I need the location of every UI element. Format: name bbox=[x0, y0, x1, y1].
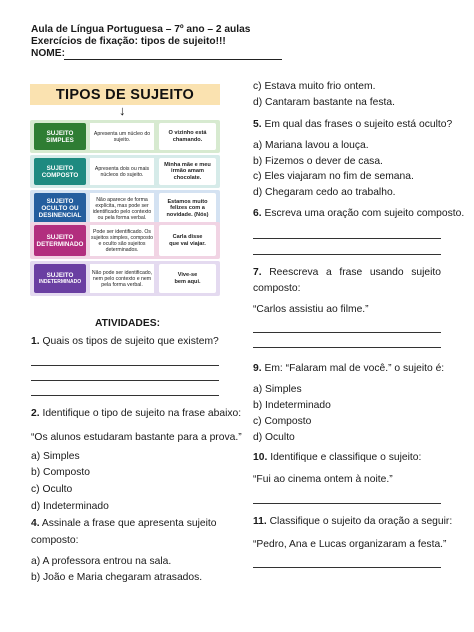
card-label-line1: SUJEITO bbox=[46, 129, 74, 137]
infographic-title-bar bbox=[30, 84, 220, 105]
card-example-line1: Estamos muito bbox=[167, 198, 208, 205]
card-example-line2: irmão amam chocolate. bbox=[171, 168, 204, 181]
card-example bbox=[159, 193, 216, 224]
answer-line[interactable] bbox=[253, 567, 441, 568]
question-2 bbox=[31, 408, 241, 420]
header-line-2: Exercícios de fixação: tipos de sujeito!!! bbox=[31, 36, 226, 47]
card-label bbox=[34, 123, 86, 150]
question-number: 10. bbox=[253, 452, 268, 463]
card-definition: Apresenta dois ou mais núcleos do sujeito. bbox=[90, 158, 154, 185]
question-number: 6. bbox=[253, 208, 262, 219]
q2-option-c[interactable]: c) Oculto bbox=[31, 484, 73, 495]
card-example bbox=[159, 158, 216, 185]
card-example-line2: felizes com a novidade. (Nós) bbox=[166, 205, 209, 218]
question-text: Quais os tipos de sujeito que existem? bbox=[42, 336, 219, 347]
card-example-line2: bem aqui. bbox=[174, 278, 201, 285]
question-number: 11. bbox=[253, 516, 267, 527]
answer-line[interactable] bbox=[253, 332, 441, 333]
card-label-line2: DETERMINADO bbox=[36, 240, 84, 248]
q9-option-c[interactable]: c) Composto bbox=[253, 416, 312, 427]
answer-line[interactable] bbox=[31, 380, 219, 381]
card-label-line2: COMPOSTO bbox=[41, 171, 79, 179]
card-composto bbox=[30, 155, 220, 188]
q5-option-d[interactable]: d) Chegaram cedo ao trabalho. bbox=[253, 187, 396, 198]
question-10-quote: “Fui ao cinema ontem à noite.” bbox=[253, 474, 393, 485]
question-number: 1. bbox=[31, 336, 40, 347]
question-word: sujeito bbox=[411, 267, 441, 278]
card-simples bbox=[30, 120, 220, 153]
question-text: Em: “Falaram mal de você.” o sujeito é: bbox=[264, 363, 445, 374]
question-2-quote: “Os alunos estudaram bastante para a prova.” bbox=[31, 432, 242, 443]
question-6 bbox=[253, 208, 464, 220]
card-label-line1: SUJEITO bbox=[46, 198, 74, 205]
answer-line[interactable] bbox=[253, 238, 441, 239]
q2-option-d[interactable]: d) Indeterminado bbox=[31, 501, 109, 512]
question-text: Em qual das frases o sujeito está oculto? bbox=[264, 119, 453, 130]
q2-option-a[interactable]: a) Simples bbox=[31, 451, 80, 462]
q4-option-a[interactable]: a) A professora entrou na sala. bbox=[31, 556, 172, 567]
q5-option-b[interactable]: b) Fizemos o dever de casa. bbox=[253, 156, 383, 167]
question-word: frase bbox=[339, 267, 363, 278]
q4-option-d[interactable]: d) Cantaram bastante na festa. bbox=[253, 97, 395, 108]
q2-option-b[interactable]: b) Composto bbox=[31, 467, 90, 478]
question-text: Assinale a frase que apresenta sujeito bbox=[41, 518, 217, 529]
card-example-line1: Vive-se bbox=[177, 272, 198, 278]
down-arrow-icon: ↓ bbox=[119, 103, 126, 118]
card-definition: Pode ser identificado. Os sujeitos simples, composto e oculto são sujeitos determinados. bbox=[90, 225, 154, 256]
card-label-line1: SUJEITO bbox=[46, 271, 74, 279]
name-answer-line bbox=[64, 59, 282, 60]
question-11-quote: “Pedro, Ana e Lucas organizaram a festa.” bbox=[253, 539, 447, 550]
card-label-line2: INDETERMINADO bbox=[38, 278, 82, 285]
q5-option-a[interactable]: a) Mariana lavou a louça. bbox=[253, 140, 369, 151]
question-word: usando bbox=[369, 267, 404, 278]
question-text: Escreva uma oração com sujeito composto. bbox=[264, 208, 465, 219]
card-label bbox=[34, 158, 86, 185]
question-number: 5. bbox=[253, 119, 262, 130]
question-9 bbox=[253, 363, 444, 375]
answer-line[interactable] bbox=[253, 503, 441, 504]
q9-option-a[interactable]: a) Simples bbox=[253, 384, 302, 395]
question-1 bbox=[31, 336, 219, 348]
question-number: 2. bbox=[31, 408, 40, 419]
card-label bbox=[34, 264, 86, 293]
card-definition: Não aparece de forma explícita, mas pode ser identificado pelo contexto ou pela forma verbal. bbox=[90, 193, 154, 224]
question-7-quote: “Carlos assistiu ao filme.” bbox=[253, 304, 369, 315]
header-line-1: Aula de Língua Portuguesa – 7º ano – 2 aulas bbox=[31, 24, 251, 35]
card-determinado bbox=[30, 222, 220, 259]
question-number: 4. bbox=[31, 518, 40, 529]
answer-line[interactable] bbox=[31, 395, 219, 396]
card-label-line2: SIMPLES bbox=[46, 136, 74, 144]
question-text: Classifique o sujeito da oração a seguir: bbox=[269, 516, 453, 527]
infographic-title: TIPOS DE SUJEITO bbox=[55, 86, 195, 103]
q9-option-b[interactable]: b) Indeterminado bbox=[253, 400, 331, 411]
question-word: Reescreva bbox=[269, 267, 319, 278]
card-example-line1: O vizinho está bbox=[168, 130, 207, 136]
card-label-line2: OCULTO OU DESINENCIAL bbox=[38, 205, 82, 219]
card-label-line1: SUJEITO bbox=[46, 164, 74, 172]
card-example-line1: Minha mãe e meu bbox=[164, 161, 211, 168]
question-text: Identifique e classifique o sujeito: bbox=[270, 452, 422, 463]
card-label bbox=[34, 193, 86, 224]
q9-option-d[interactable]: d) Oculto bbox=[253, 432, 295, 443]
q4-option-c[interactable]: c) Estava muito frio ontem. bbox=[253, 81, 376, 92]
card-example-line2: que vai viajar. bbox=[169, 240, 206, 247]
question-word: a bbox=[326, 267, 332, 278]
question-text: Identifique o tipo de sujeito na frase abaixo: bbox=[42, 408, 242, 419]
question-10 bbox=[253, 452, 421, 464]
card-definition: Não pode ser identificado, nem pelo contexto e nem pela forma verbal. bbox=[90, 264, 154, 293]
activities-title: ATIVIDADES: bbox=[95, 318, 161, 329]
question-7 bbox=[253, 267, 441, 279]
card-indeterminado bbox=[30, 261, 220, 296]
card-example-line1: Carla disse bbox=[172, 234, 203, 240]
question-number: 9. bbox=[253, 363, 262, 374]
answer-line[interactable] bbox=[31, 365, 219, 366]
card-definition: Apresenta um núcleo do sujeito. bbox=[90, 123, 154, 150]
question-4 bbox=[31, 518, 216, 530]
question-4-text-cont: composto: bbox=[31, 535, 79, 546]
answer-line[interactable] bbox=[253, 347, 441, 348]
question-11 bbox=[253, 516, 452, 528]
q5-option-c[interactable]: c) Eles viajaram no fim de semana. bbox=[253, 171, 414, 182]
q4-option-b[interactable]: b) João e Maria chegaram atrasados. bbox=[31, 572, 203, 583]
header-name-label: NOME: bbox=[31, 48, 65, 59]
card-label-line1: SUJEITO bbox=[46, 233, 74, 241]
card-example bbox=[159, 264, 216, 293]
card-label bbox=[34, 225, 86, 256]
question-7-text-cont: composto: bbox=[253, 283, 301, 294]
answer-line[interactable] bbox=[253, 254, 441, 255]
card-example bbox=[159, 123, 216, 150]
card-example-line2: chamando. bbox=[172, 136, 203, 143]
question-number: 7. bbox=[253, 267, 262, 278]
card-example bbox=[159, 225, 216, 256]
question-5 bbox=[253, 119, 452, 131]
